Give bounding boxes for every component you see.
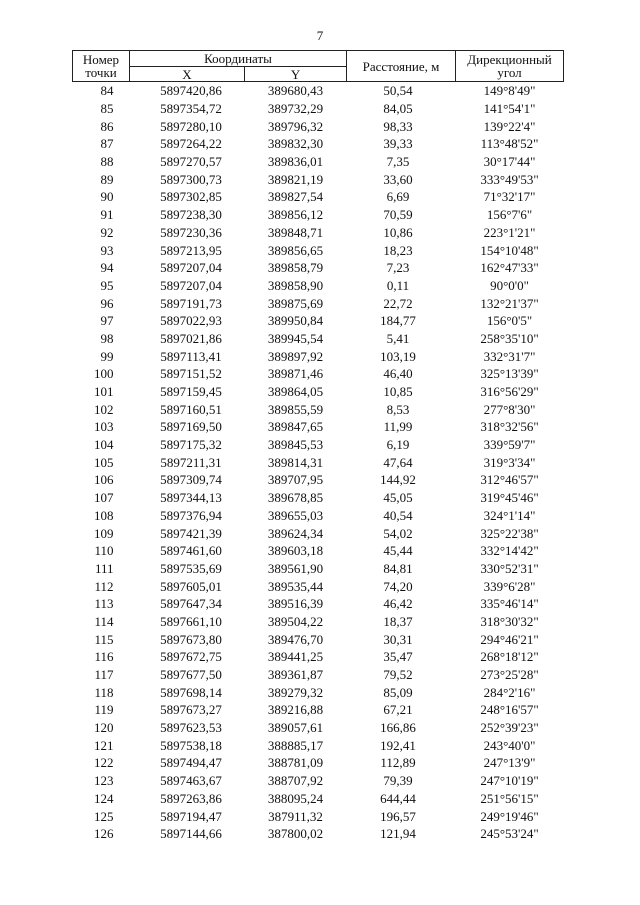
cell-direction-angle: 318°30'32" [480, 613, 539, 629]
cell-x: 5897211,31 [160, 454, 222, 470]
table-row [73, 595, 564, 613]
cell-direction-angle: 258°35'10" [480, 330, 539, 346]
cell-point-number: 110 [94, 543, 114, 559]
table-header [73, 51, 564, 82]
cell-x: 5897623,53 [160, 720, 222, 736]
cell-point-number: 112 [94, 578, 114, 594]
cell-y: 389655,03 [267, 507, 324, 523]
cell-distance: 54,02 [383, 525, 413, 541]
cell-y: 389821,19 [267, 171, 324, 187]
cell-direction-angle: 333°49'53" [480, 171, 539, 187]
cell-direction-angle: 132°21'37" [480, 295, 539, 311]
cell-direction-angle: 30°17'44" [483, 154, 536, 170]
cell-distance: 18,23 [383, 242, 413, 258]
cell-direction-angle: 330°52'31" [480, 560, 539, 576]
cell-point-number: 103 [94, 419, 114, 435]
cell-distance: 46,42 [383, 596, 413, 612]
cell-distance: 67,21 [383, 702, 413, 718]
cell-y: 389855,59 [267, 401, 324, 417]
cell-y: 389871,46 [267, 366, 324, 382]
table-row [73, 241, 564, 259]
cell-distance: 166,86 [380, 720, 416, 736]
table-row [73, 418, 564, 436]
cell-point-number: 95 [100, 277, 114, 293]
table-row [73, 453, 564, 471]
cell-y: 389476,70 [267, 631, 324, 647]
cell-direction-angle: 251°56'15" [480, 790, 539, 806]
cell-direction-angle: 332°14'42" [480, 543, 539, 559]
header-y: Y [245, 67, 347, 82]
cell-y: 389856,65 [267, 242, 324, 258]
coordinates-table [72, 50, 564, 843]
cell-point-number: 102 [94, 401, 114, 417]
cell-distance: 85,09 [383, 684, 413, 700]
cell-y: 388781,09 [267, 755, 324, 771]
cell-distance: 22,72 [383, 295, 413, 311]
cell-y: 389216,88 [267, 702, 324, 718]
cell-distance: 7,23 [386, 260, 410, 276]
cell-point-number: 101 [94, 384, 114, 400]
cell-direction-angle: 339°6'28" [483, 578, 536, 594]
table-row [73, 736, 564, 754]
cell-x: 5897021,86 [160, 330, 222, 346]
cell-distance: 196,57 [380, 808, 416, 824]
cell-distance: 5,41 [386, 330, 410, 346]
cell-direction-angle: 268°18'12" [480, 649, 539, 665]
cell-distance: 184,77 [380, 313, 416, 329]
cell-y: 389864,05 [267, 384, 324, 400]
cell-point-number: 106 [94, 472, 114, 488]
table-row [73, 170, 564, 188]
table-row [73, 224, 564, 242]
cell-distance: 121,94 [380, 826, 416, 842]
cell-y: 389680,43 [267, 83, 324, 99]
cell-direction-angle: 156°7'6" [486, 207, 533, 223]
cell-direction-angle: 223°1'21" [483, 224, 536, 240]
cell-x: 5897191,73 [160, 295, 222, 311]
cell-x: 5897300,73 [160, 171, 222, 187]
header-direction-angle-line1: Дирекционный [467, 52, 552, 67]
cell-point-number: 93 [100, 242, 114, 258]
cell-distance: 74,20 [383, 578, 413, 594]
cell-distance: 103,19 [380, 348, 416, 364]
cell-y: 389945,54 [267, 330, 324, 346]
cell-x: 5897207,04 [160, 260, 222, 276]
cell-distance: 40,54 [383, 507, 413, 523]
cell-y: 389848,71 [267, 224, 324, 240]
cell-direction-angle: 247°10'19" [480, 773, 539, 789]
table-row [73, 82, 564, 100]
cell-direction-angle: 318°32'56" [480, 419, 539, 435]
cell-point-number: 88 [100, 154, 114, 170]
cell-distance: 8,53 [386, 401, 410, 417]
cell-point-number: 97 [100, 313, 114, 329]
cell-x: 5897194,47 [160, 808, 222, 824]
cell-y: 389361,87 [267, 667, 324, 683]
table-row [73, 524, 564, 542]
table-row [73, 666, 564, 684]
table-row [73, 471, 564, 489]
cell-direction-angle: 339°59'7" [483, 437, 536, 453]
cell-distance: 39,33 [383, 136, 413, 152]
cell-point-number: 116 [94, 649, 114, 665]
table-row [73, 807, 564, 825]
page-number: 7 [316, 28, 324, 43]
cell-x: 5897263,86 [160, 790, 222, 806]
table-row [73, 383, 564, 401]
table-row [73, 365, 564, 383]
cell-y: 389875,69 [267, 295, 324, 311]
cell-direction-angle: 273°25'28" [480, 667, 539, 683]
table-row [73, 613, 564, 631]
cell-y: 389603,18 [267, 543, 324, 559]
cell-x: 5897022,93 [160, 313, 222, 329]
cell-x: 5897230,36 [160, 224, 222, 240]
cell-point-number: 111 [94, 560, 114, 576]
cell-distance: 192,41 [380, 737, 416, 753]
header-direction-angle-line2: угол [497, 65, 522, 80]
cell-x: 5897461,60 [160, 543, 222, 559]
cell-direction-angle: 324°1'14" [483, 507, 536, 523]
table-row [73, 754, 564, 772]
cell-y: 389732,29 [267, 101, 324, 117]
cell-x: 5897605,01 [160, 578, 222, 594]
table-row [73, 188, 564, 206]
cell-direction-angle: 316°56'29" [480, 384, 539, 400]
cell-x: 5897264,22 [160, 136, 222, 152]
cell-y: 389279,32 [267, 684, 324, 700]
cell-distance: 33,60 [383, 171, 413, 187]
cell-point-number: 86 [100, 118, 114, 134]
cell-y: 389858,79 [267, 260, 324, 276]
table-row [73, 719, 564, 737]
cell-x: 5897151,52 [160, 366, 222, 382]
cell-distance: 6,69 [386, 189, 410, 205]
table-row [73, 825, 564, 843]
cell-x: 5897344,13 [160, 490, 222, 506]
cell-y: 389856,12 [267, 207, 324, 223]
cell-point-number: 104 [94, 437, 114, 453]
table-row [73, 772, 564, 790]
cell-point-number: 107 [94, 490, 114, 506]
cell-x: 5897144,66 [160, 826, 222, 842]
cell-y: 387911,32 [268, 808, 323, 824]
cell-y: 389796,32 [267, 118, 324, 134]
cell-direction-angle: 312°46'57" [480, 472, 539, 488]
cell-x: 5897494,47 [160, 755, 222, 771]
cell-x: 5897535,69 [160, 560, 222, 576]
cell-distance: 0,11 [386, 277, 410, 293]
cell-distance: 47,64 [383, 454, 413, 470]
cell-distance: 70,59 [383, 207, 413, 223]
cell-x: 5897538,18 [160, 737, 222, 753]
cell-distance: 18,37 [383, 613, 413, 629]
cell-distance: 7,35 [386, 154, 410, 170]
cell-distance: 35,47 [383, 649, 413, 665]
header-point-number [73, 51, 130, 82]
cell-distance: 45,44 [383, 543, 413, 559]
table-body [73, 82, 564, 843]
cell-direction-angle: 248°16'57" [480, 702, 539, 718]
cell-x: 5897159,45 [160, 384, 222, 400]
cell-x: 5897175,32 [160, 437, 222, 453]
header-coordinates: Координаты [130, 51, 347, 67]
table-row [73, 100, 564, 118]
table-row [73, 701, 564, 719]
cell-x: 5897421,39 [160, 525, 222, 541]
cell-point-number: 122 [94, 755, 114, 771]
cell-direction-angle: 90°0'0" [490, 277, 529, 293]
cell-direction-angle: 294°46'21" [480, 631, 539, 647]
cell-point-number: 124 [94, 790, 114, 806]
cell-y: 389858,90 [267, 277, 324, 293]
cell-x: 5897169,50 [160, 419, 222, 435]
cell-x: 5897213,95 [160, 242, 222, 258]
cell-distance: 79,52 [383, 667, 413, 683]
table-row [73, 400, 564, 418]
table-row [73, 347, 564, 365]
header-point-number-line1: Номер [82, 52, 120, 67]
cell-point-number: 108 [94, 507, 114, 523]
cell-x: 5897238,30 [160, 207, 222, 223]
cell-distance: 46,40 [383, 366, 413, 382]
cell-x: 5897420,86 [160, 83, 222, 99]
cell-point-number: 109 [94, 525, 114, 541]
cell-point-number: 94 [100, 260, 114, 276]
table-row [73, 135, 564, 153]
cell-distance: 50,54 [383, 83, 413, 99]
cell-direction-angle: 319°3'34" [483, 454, 536, 470]
table-row [73, 330, 564, 348]
cell-direction-angle: 243°40'0" [483, 737, 536, 753]
table-row [73, 542, 564, 560]
cell-point-number: 118 [94, 684, 114, 700]
cell-direction-angle: 139°22'4" [483, 118, 536, 134]
cell-x: 5897647,34 [160, 596, 222, 612]
cell-y: 389836,01 [267, 154, 324, 170]
cell-x: 5897280,10 [160, 118, 222, 134]
cell-y: 389516,39 [267, 596, 324, 612]
cell-x: 5897309,74 [160, 472, 222, 488]
cell-distance: 45,05 [383, 490, 413, 506]
cell-distance: 30,31 [383, 631, 413, 647]
cell-x: 5897207,04 [160, 277, 222, 293]
table-row [73, 630, 564, 648]
cell-direction-angle: 252°39'23" [480, 720, 539, 736]
cell-direction-angle: 71°32'17" [483, 189, 536, 205]
cell-point-number: 85 [100, 101, 114, 117]
table-row [73, 648, 564, 666]
cell-x: 5897661,10 [160, 613, 222, 629]
table-row [73, 277, 564, 295]
cell-y: 388707,92 [267, 773, 324, 789]
cell-y: 389897,92 [267, 348, 324, 364]
cell-direction-angle: 332°31'7" [483, 348, 536, 364]
table-row [73, 312, 564, 330]
table-row [73, 117, 564, 135]
table-row [73, 489, 564, 507]
cell-point-number: 121 [94, 737, 114, 753]
table-row [73, 436, 564, 454]
cell-point-number: 120 [94, 720, 114, 736]
cell-y: 389678,85 [267, 490, 324, 506]
cell-y: 389504,22 [267, 613, 324, 629]
cell-distance: 6,19 [386, 437, 410, 453]
cell-x: 5897376,94 [160, 507, 222, 523]
cell-point-number: 99 [100, 348, 114, 364]
cell-point-number: 114 [94, 613, 114, 629]
cell-direction-angle: 113°48'52" [480, 136, 539, 152]
cell-point-number: 91 [100, 207, 114, 223]
cell-y: 389847,65 [267, 419, 324, 435]
cell-point-number: 123 [94, 773, 114, 789]
cell-x: 5897354,72 [160, 101, 222, 117]
cell-x: 5897302,85 [160, 189, 222, 205]
cell-direction-angle: 162°47'33" [480, 260, 539, 276]
cell-point-number: 90 [100, 189, 114, 205]
table-row [73, 577, 564, 595]
cell-x: 5897463,67 [160, 773, 222, 789]
cell-distance: 11,99 [383, 419, 413, 435]
cell-direction-angle: 154°10'48" [480, 242, 539, 258]
cell-point-number: 100 [94, 366, 114, 382]
cell-point-number: 89 [100, 171, 114, 187]
cell-direction-angle: 325°13'39" [480, 366, 539, 382]
cell-point-number: 119 [94, 702, 114, 718]
cell-y: 389535,44 [267, 578, 324, 594]
cell-y: 389827,54 [267, 189, 324, 205]
table-row [73, 153, 564, 171]
cell-point-number: 98 [100, 330, 114, 346]
header-distance: Расстояние, м [347, 51, 456, 82]
cell-x: 5897673,27 [160, 702, 222, 718]
cell-point-number: 87 [100, 136, 114, 152]
cell-y: 389441,25 [267, 649, 324, 665]
cell-point-number: 84 [100, 83, 114, 99]
table-row [73, 790, 564, 808]
cell-y: 389707,95 [267, 472, 324, 488]
cell-point-number: 96 [100, 295, 114, 311]
cell-x: 5897698,14 [160, 684, 222, 700]
cell-distance: 84,81 [383, 560, 413, 576]
cell-distance: 112,89 [380, 755, 416, 771]
cell-point-number: 105 [94, 454, 114, 470]
cell-point-number: 115 [94, 631, 114, 647]
cell-y: 389561,90 [267, 560, 324, 576]
table-row [73, 507, 564, 525]
cell-direction-angle: 335°46'14" [480, 596, 539, 612]
cell-x: 5897113,41 [160, 348, 222, 364]
header-point-number-line2: точки [85, 65, 117, 80]
cell-x: 5897672,75 [160, 649, 222, 665]
cell-y: 388095,24 [267, 790, 324, 806]
header-direction-angle [456, 51, 564, 82]
cell-point-number: 125 [94, 808, 114, 824]
cell-point-number: 126 [94, 826, 114, 842]
cell-x: 5897677,50 [160, 667, 222, 683]
table-row [73, 294, 564, 312]
cell-y: 389845,53 [267, 437, 324, 453]
cell-distance: 10,85 [383, 384, 413, 400]
cell-direction-angle: 141°54'1" [483, 101, 536, 117]
table-row [73, 206, 564, 224]
cell-direction-angle: 325°22'38" [480, 525, 539, 541]
cell-x: 5897160,51 [160, 401, 222, 417]
cell-distance: 10,86 [383, 224, 413, 240]
cell-direction-angle: 156°0'5" [486, 313, 533, 329]
cell-y: 389950,84 [267, 313, 324, 329]
cell-direction-angle: 149°8'49" [483, 83, 536, 99]
cell-direction-angle: 277°8'30" [483, 401, 536, 417]
header-x: X [130, 67, 245, 82]
cell-direction-angle: 319°45'46" [480, 490, 539, 506]
cell-y: 389814,31 [267, 454, 324, 470]
cell-distance: 79,39 [383, 773, 413, 789]
cell-y: 387800,02 [267, 826, 324, 842]
cell-distance: 84,05 [383, 101, 413, 117]
cell-distance: 644,44 [380, 790, 416, 806]
cell-x: 5897270,57 [160, 154, 222, 170]
cell-direction-angle: 245°53'24" [480, 826, 539, 842]
cell-direction-angle: 249°19'46" [480, 808, 539, 824]
cell-point-number: 92 [100, 224, 114, 240]
cell-distance: 98,33 [383, 118, 413, 134]
cell-point-number: 117 [94, 667, 114, 683]
cell-y: 389624,34 [267, 525, 324, 541]
cell-y: 388885,17 [267, 737, 324, 753]
cell-direction-angle: 284°2'16" [483, 684, 536, 700]
table-row [73, 560, 564, 578]
cell-y: 389057,61 [267, 720, 324, 736]
cell-y: 389832,30 [267, 136, 324, 152]
cell-point-number: 113 [94, 596, 114, 612]
table-row [73, 683, 564, 701]
cell-direction-angle: 247°13'9" [483, 755, 536, 771]
cell-x: 5897673,80 [160, 631, 222, 647]
table-row [73, 259, 564, 277]
cell-distance: 144,92 [380, 472, 416, 488]
